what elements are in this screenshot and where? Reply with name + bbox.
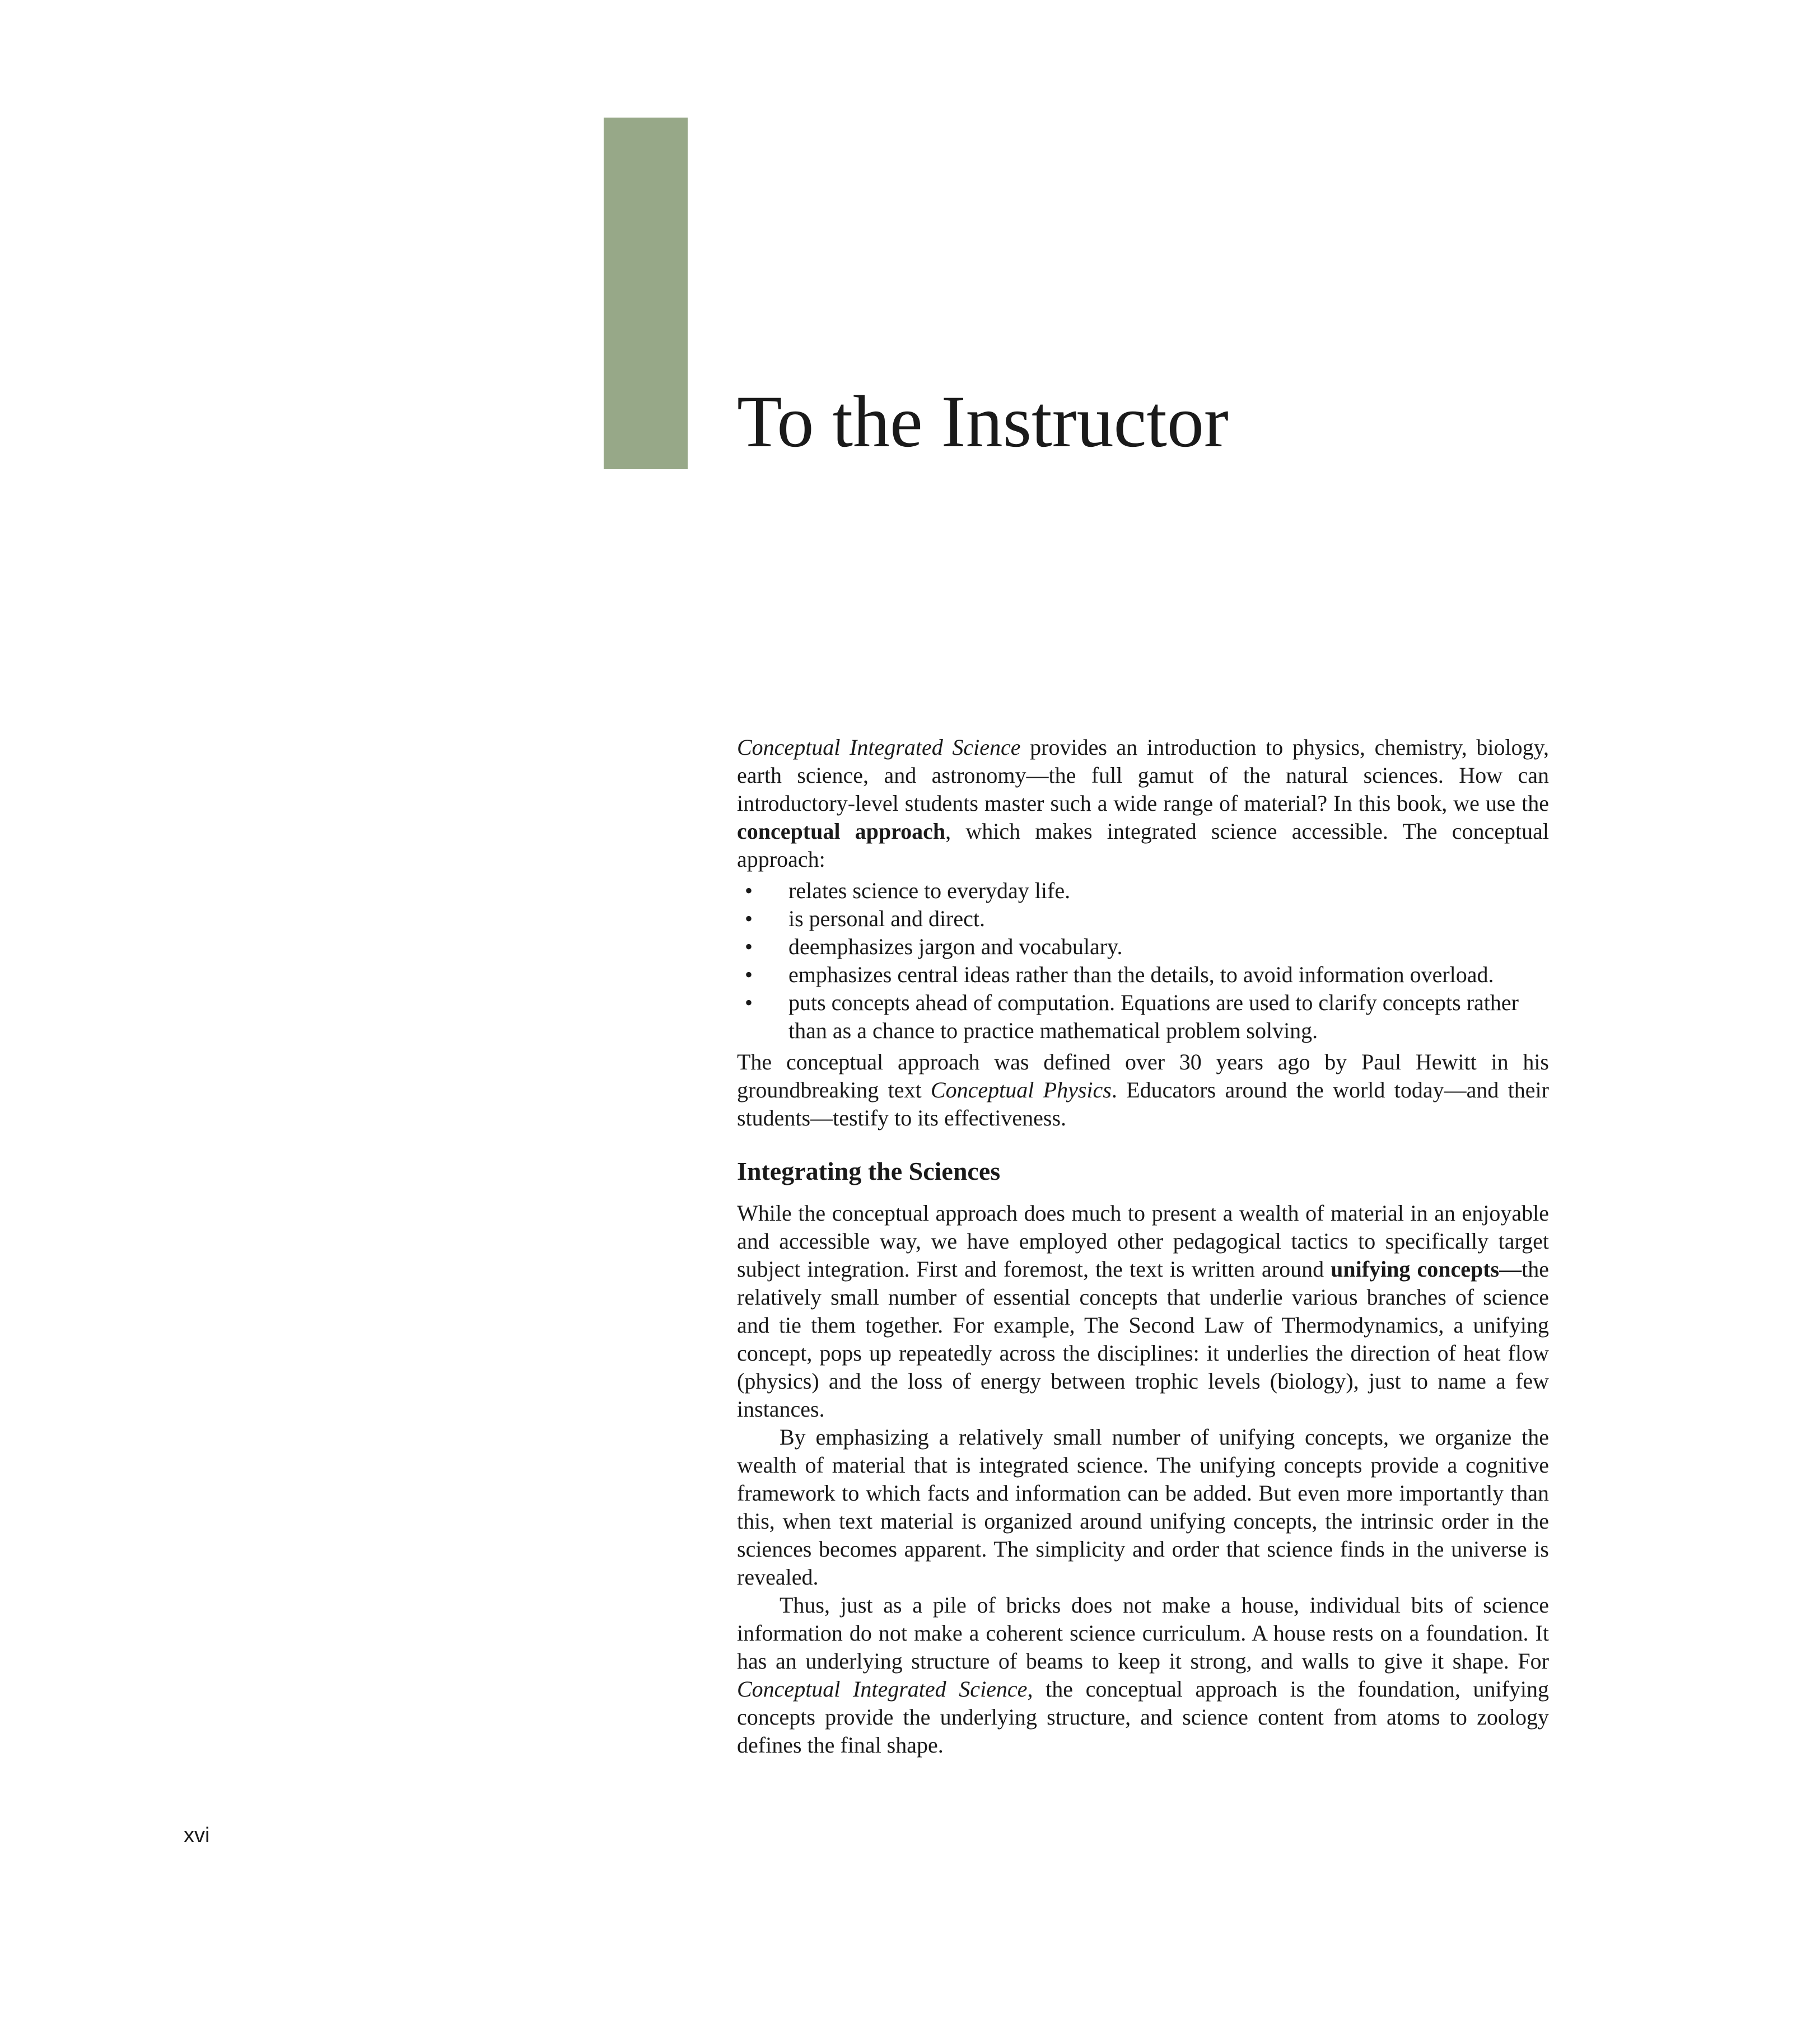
section-paragraph-2: By emphasizing a relatively small number of unifying concepts, we organize the wealth of material that is integrated science. The unifying concepts provide a cognitive framework to which facts and information can be added. But even more importantly than this, when text material is organized around unifying concepts, the intrinsic order in the sciences becomes apparent. The simplicity and order that science finds in the universe is revealed. bbox=[737, 1424, 1549, 1590]
page-number: xvi bbox=[184, 1824, 210, 1847]
bullet-text: puts concepts ahead of computation. Equations are used to clarify concepts rather than as a chance to practice mathematical problem solving. bbox=[788, 990, 1519, 1043]
bullet-item bbox=[745, 905, 1549, 933]
bullet-text: relates science to everyday life. bbox=[788, 878, 1071, 903]
key-term-bold: conceptual approach bbox=[737, 819, 946, 844]
book-title-italic: Conceptual Integrated Science bbox=[737, 1676, 1028, 1702]
paragraph-text: While the conceptual approach does much to present a wealth of material in an enjoyable and accessible way, we have employed other pedagogical tactics to specifically target subject integration. First and foremost, the text is written around bbox=[737, 1200, 1549, 1282]
bullet-icon: • bbox=[745, 878, 753, 903]
body-text bbox=[737, 733, 1549, 1759]
chapter-accent-bar bbox=[604, 118, 688, 469]
intro-text-cont: , which makes integrated science accessible. The conceptual approach: bbox=[737, 819, 1549, 872]
book-title-italic: Conceptual Integrated Science bbox=[737, 735, 1021, 760]
bullet-text: is personal and direct. bbox=[788, 906, 985, 931]
bullet-item bbox=[745, 933, 1549, 961]
bullet-text: deemphasizes jargon and vocabulary. bbox=[788, 934, 1123, 959]
bullet-icon: • bbox=[745, 962, 753, 987]
section-paragraph-3 bbox=[737, 1591, 1549, 1759]
bullet-item bbox=[745, 877, 1549, 905]
page-title: To the Instructor bbox=[737, 380, 1229, 462]
key-term-bold: unifying concepts— bbox=[1331, 1256, 1522, 1282]
book-title-italic: Conceptual Physics bbox=[930, 1077, 1112, 1102]
paragraph-text-cont: the relatively small number of essential concepts that underlie various branches of science and tie them together. For example, The Second Law of Thermodynamics, a unifying concept, pops up repeatedly across the disciplines: it underlies the direction of heat flow (physics) and the loss of energy between trophic levels (biology), just to name a few instances. bbox=[737, 1256, 1549, 1422]
history-text: The conceptual approach was defined over 30 years ago by Paul Hewitt in his groundbreaking text bbox=[737, 1049, 1549, 1102]
intro-paragraph bbox=[737, 733, 1549, 873]
bullet-icon: • bbox=[745, 934, 753, 959]
bullet-icon: • bbox=[745, 990, 753, 1015]
paragraph-text-cont: , the conceptual approach is the foundation, unifying concepts provide the underlying structure, and science content from atoms to zoology defines the final shape. bbox=[737, 1676, 1549, 1758]
history-text-cont: . Educators around the world today—and their students—testify to its effectiveness. bbox=[737, 1077, 1549, 1130]
history-paragraph bbox=[737, 1048, 1549, 1132]
bullet-item bbox=[745, 989, 1549, 1045]
approach-bullet-list bbox=[737, 877, 1549, 1045]
section-heading: Integrating the Sciences bbox=[737, 1157, 1001, 1185]
intro-text: provides an introduction to physics, chemistry, biology, earth science, and astronomy—the full gamut of the natural sciences. How can introductory-level students master such a wide range of material? In this book, we use the bbox=[737, 735, 1549, 816]
bullet-text: emphasizes central ideas rather than the details, to avoid information overload. bbox=[788, 962, 1494, 987]
bullet-item bbox=[745, 961, 1549, 989]
paragraph-text: Thus, just as a pile of bricks does not make a house, individual bits of science information do not make a coherent science curriculum. A house rests on a foundation. It has an underlying structure of beams to keep it strong, and walls to give it shape. For bbox=[737, 1592, 1549, 1674]
section-paragraph-1 bbox=[737, 1199, 1549, 1423]
bullet-icon: • bbox=[745, 906, 753, 931]
